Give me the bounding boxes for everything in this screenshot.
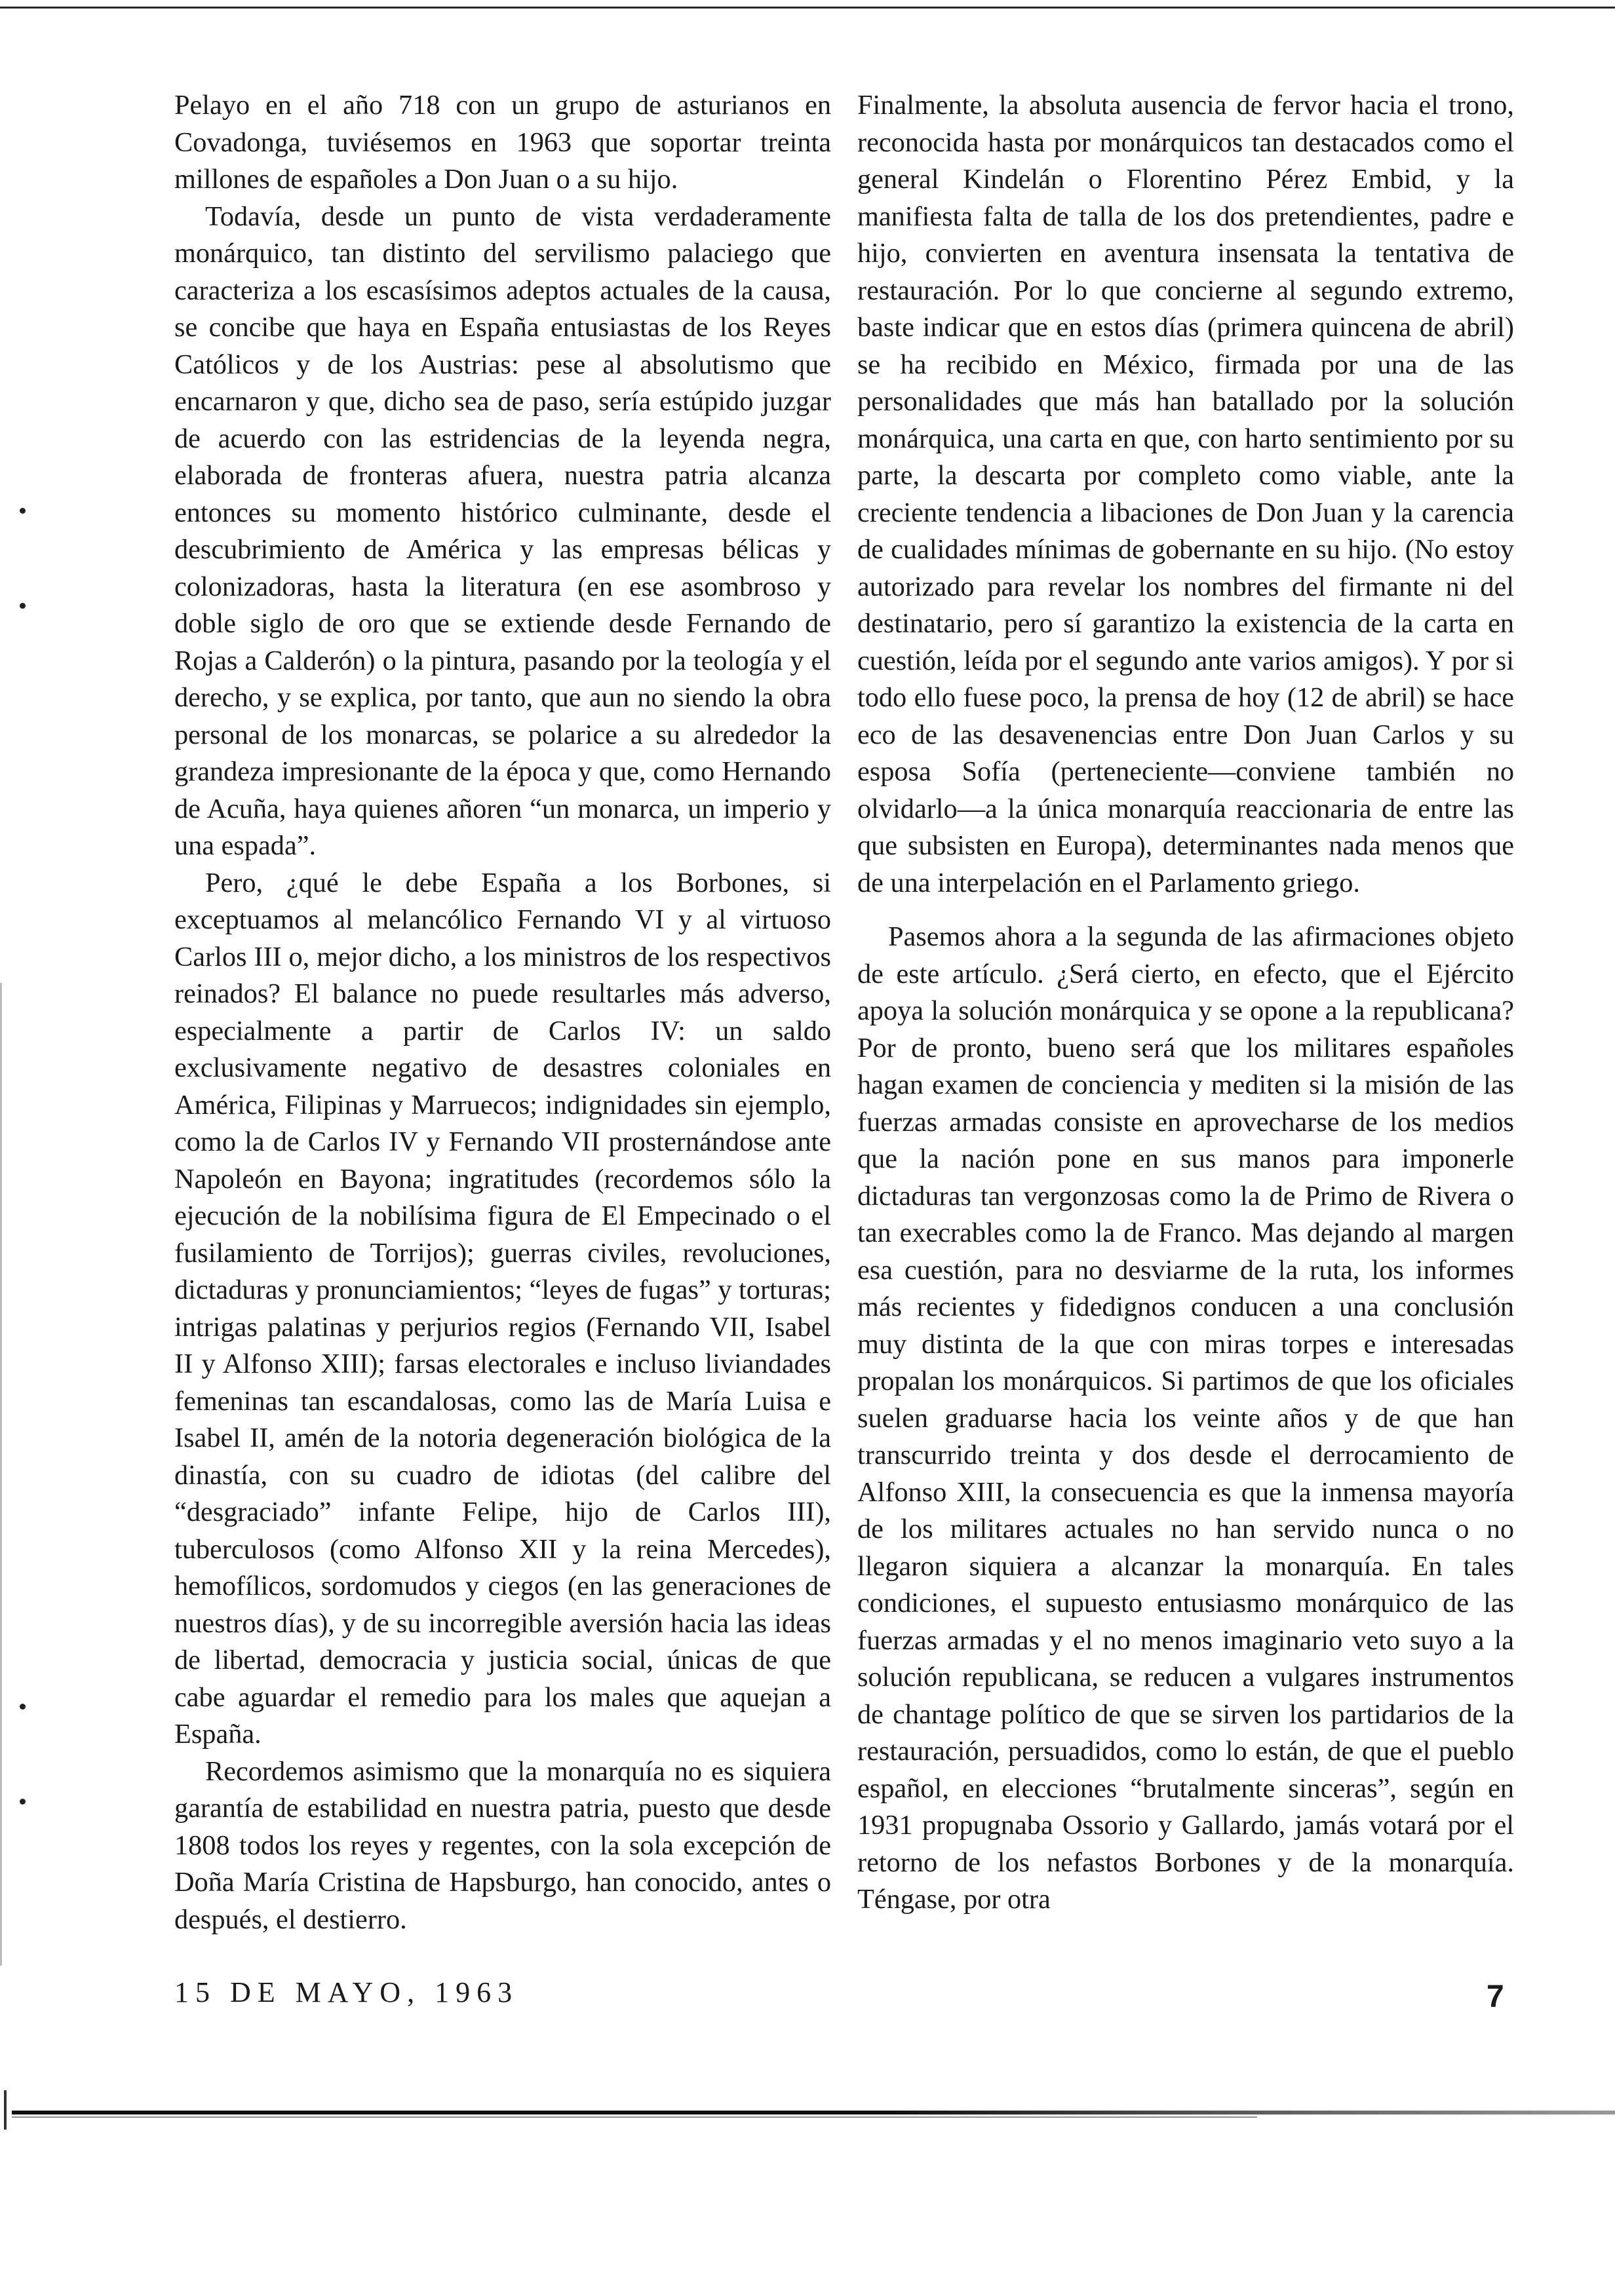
top-rule (0, 7, 1615, 9)
article-column-right (857, 87, 1514, 1919)
margin-dot (20, 1799, 26, 1805)
bottom-rule-secondary (12, 2116, 1257, 2118)
paragraph: Recordemos asimismo que la monarquía no es siquiera garantía de estabilidad en nuestra patria, puesto que desde 1808 todos los reyes y regentes, con la sola excepción de Doña María Cristina de Hapsburgo, han conocido, antes o después, el destierro. (174, 1755, 831, 1935)
paragraph: Pero, ¿qué le debe España a los Borbones, si exceptuamos al melancólico Fernando VI y al virtuoso Carlos III o, mejor dicho, a los ministros de los respectivos reinados? El balance no puede resultarles más adverso, especialmente a partir de Carlos IV: un saldo exclusivamente negativo de desastres coloniales en América, Filipinas y Marruecos; indignidades sin ejemplo, como la de Carlos IV y Fernando VII prosternándose ante Napoleón en Bayona; ingratitudes (recordemos sólo la ejecución de la nobilísima figura de El Empecinado o el fusilamiento de Torrijos); guerras civiles, revoluciones, dictaduras y pronunciamientos; “leyes de fugas” y torturas; intrigas palatinas y perjurios regios (Fernando VII, Isabel II y Alfonso XIII); farsas electorales e incluso liviandades femeninas tan escandalosas, como las de María Luisa e Isabel II, amén de la notoria degeneración biológica de la dinastía, con su cuadro de idiotas (del calibre del “desgraciado” infante Felipe, hijo de Carlos III), tuberculosos (como Alfonso XII y la reina Mercedes), hemofílicos, sordomudos y ciegos (en las generaciones de nuestros días), y de su incorregible aversión hacia las ideas de libertad, democracia y justicia social, únicas de que cabe aguardar el remedio para los males que aquejan a España. (174, 867, 831, 1750)
paragraph: Pelayo en el año 718 con un grupo de asturianos en Covadonga, tuviésemos en 1963 que soportar treinta millones de españoles a Don Juan o a su hijo. (174, 90, 831, 195)
issue-date: 15 DE MAYO, 1963 (174, 1976, 519, 2008)
bottom-rule (12, 2111, 1615, 2114)
article-column-left (174, 87, 831, 1938)
scan-corner-mark (4, 2090, 7, 2130)
margin-dot (20, 603, 26, 609)
paragraph: Todavía, desde un punto de vista verdaderamente monárquico, tan distinto del servilismo palaciego que caracteriza a los escasísimos adeptos actuales de la causa, se concibe que haya en España entusiastas de los Reyes Católicos y de los Austrias: pese al absolutismo que encarnaron y que, dicho sea de paso, sería estúpido juzgar de acuerdo con las estridencias de la leyenda negra, elaborada de fronteras afuera, nuestra patria alcanza entonces su momento histórico culminante, desde el descubrimiento de América y las empresas bélicas y colonizadoras, hasta la literatura (en ese asombroso y doble siglo de oro que se extiende desde Fernando de Rojas a Calderón) o la pintura, pasando por la teología y el derecho, y se explica, por tanto, que aun no siendo la obra personal de los monarcas, se polarice a su alrededor la grandeza impresionante de la época y que, como Hernando de Acuña, haya quienes añoren “un monarca, un imperio y una espada”. (174, 201, 831, 861)
page-number: 7 (1487, 1980, 1504, 2014)
margin-dot (20, 1704, 26, 1710)
paragraph: Finalmente, la absoluta ausencia de fervor hacia el trono, reconocida hasta por monárquicos tan destacados como el general Kindelán o Florentino Pérez Embid, y la manifiesta falta de talla de los dos pretendientes, padre e hijo, convierten en aventura insensata la tentativa de restauración. Por lo que concierne al segundo extremo, baste indicar que en estos días (primera quincena de abril) se ha recibido en México, firmada por una de las personalidades que más han batallado por la solución monárquica, una carta en que, con harto sentimiento por su parte, la descarta por completo como viable, ante la creciente tendencia a libaciones de Don Juan y la carencia de cualidades mínimas de gobernante en su hijo. (No estoy autorizado para revelar los nombres del firmante ni del destinatario, pero sí garantizo la existencia de la carta en cuestión, leída por el segundo ante varios amigos). Y por si todo ello fuese poco, la prensa de hoy (12 de abril) se hace eco de las desavenencias entre Don Juan Carlos y su esposa Sofía (perteneciente—conviene también no olvidarlo—a la única monarquía reaccionaria de entre las que subsisten en Europa), determinantes nada menos que de una interpelación en el Parlamento griego. (857, 90, 1514, 898)
margin-dot (20, 508, 26, 514)
scan-edge (0, 983, 6, 1966)
paragraph: Pasemos ahora a la segunda de las afirmaciones objeto de este artículo. ¿Será cierto, en efecto, que el Ejército apoya la solución monárquica y se opone a la republicana? Por de pronto, bueno será que los militares españoles hagan examen de conciencia y mediten si la misión de las fuerzas armadas consiste en aprovecharse de los medios que la nación pone en sus manos para imponerle dictaduras tan vergonzosas como la de Primo de Rivera o tan execrables como la de Franco. Mas dejando al margen esa cuestión, para no desviarme de la ruta, los informes más recientes y fidedignos conducen a una conclusión muy distinta de la que con miras torpes e interesadas propalan los monárquicos. Si partimos de que los oficiales suelen graduarse hacia los veinte años y de que han transcurrido treinta y dos desde el derrocamiento de Alfonso XIII, la consecuencia es que la inmensa mayoría de los militares actuales no han servido nunca o no llegaron siquiera a alcanzar la monarquía. En tales condiciones, el supuesto entusiasmo monárquico de las fuerzas armadas y el no menos imaginario veto suyo a la solución republicana, se reducen a vulgares instrumentos de chantage político de que se sirven los partidarios de la restauración, persuadidos, como lo están, de que el pueblo español, en elecciones “brutalmente sinceras”, según en 1931 propugnaba Ossorio y Gallardo, jamás votará por el retorno de los nefastos Borbones y de la monarquía. Téngase, por otra (857, 921, 1514, 1915)
